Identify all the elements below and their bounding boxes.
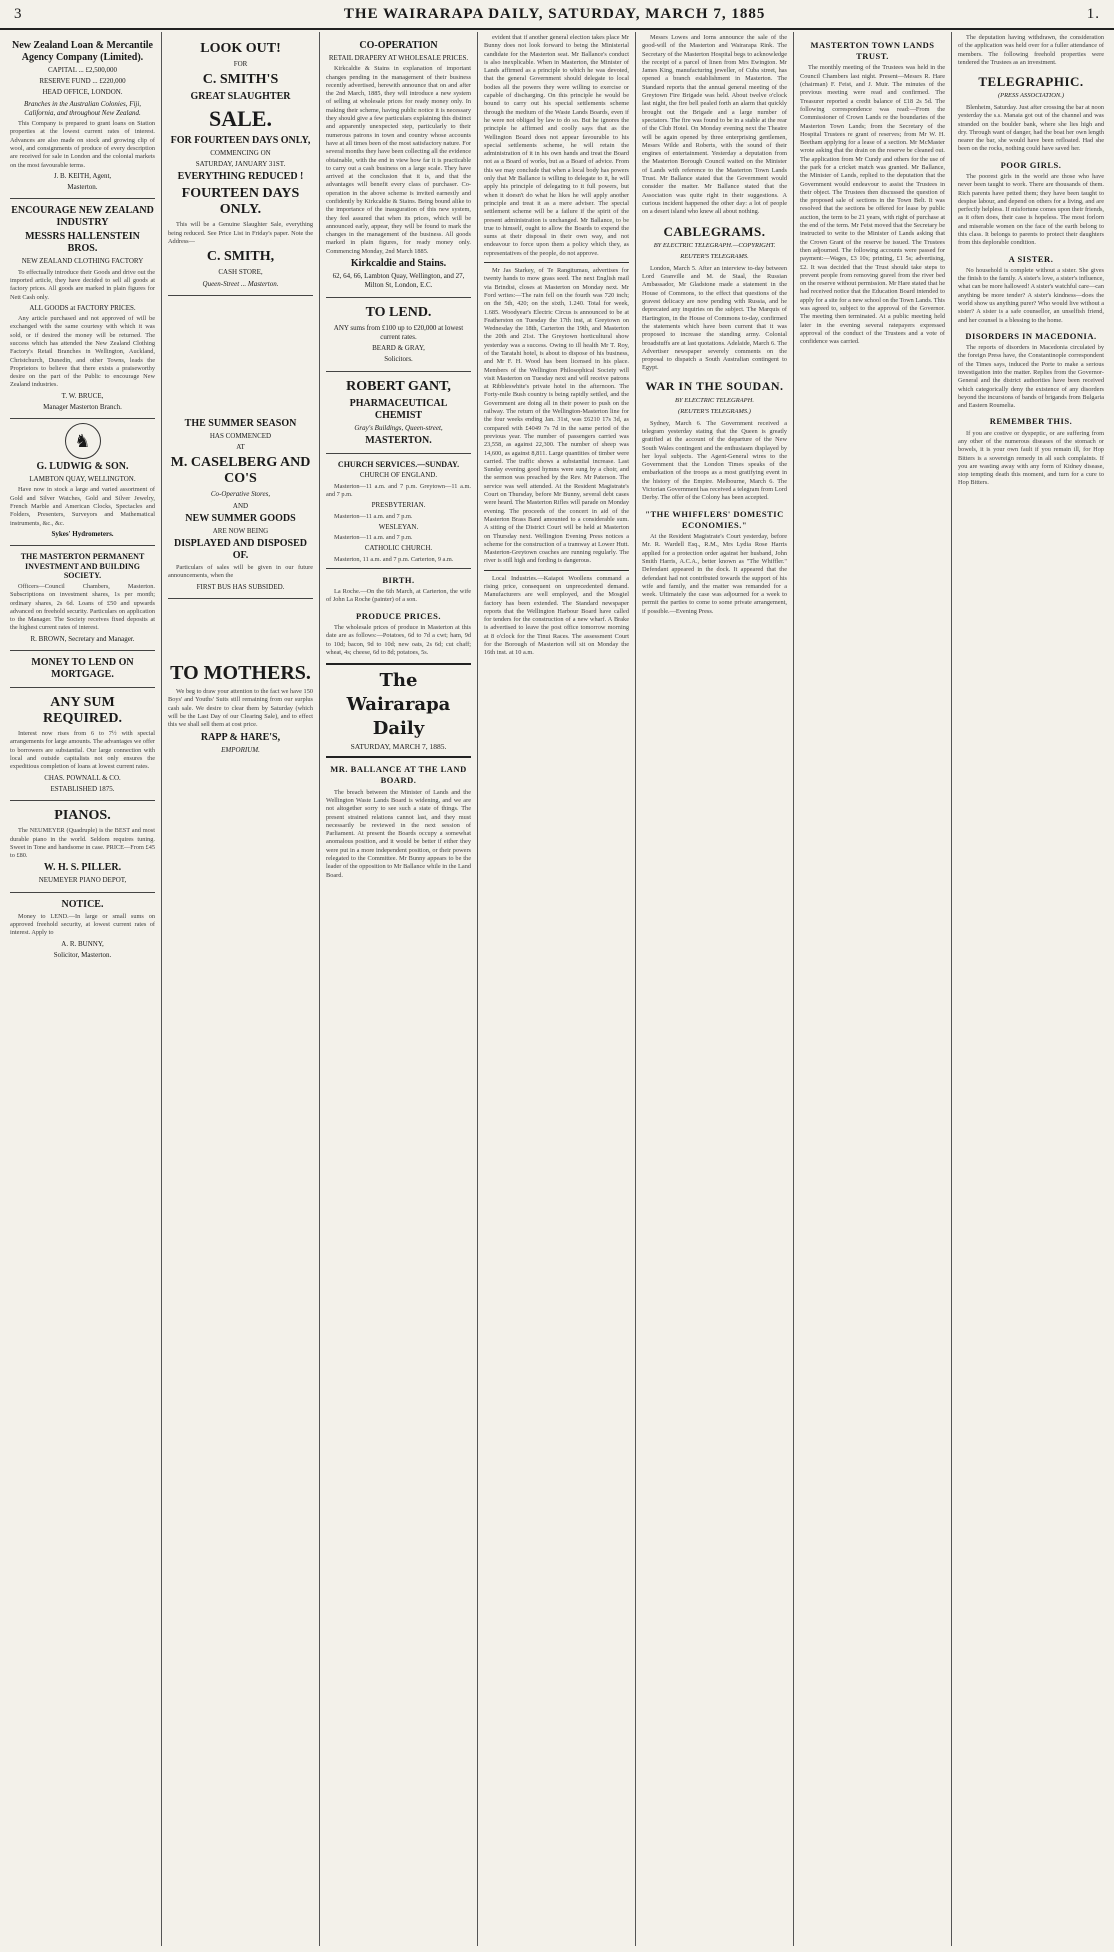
newspaper-title: THE WAIRARAPA DAILY, SATURDAY, MARCH 7, 1885	[343, 5, 766, 22]
has-line: HAS COMMENCED	[209, 431, 272, 440]
to-lend-ad	[326, 298, 471, 372]
column-3	[320, 32, 478, 1946]
macedonia-heading: DISORDERS IN MACEDONIA.	[965, 330, 1097, 341]
solicitor-name: A. R. BUNNY,	[61, 939, 104, 948]
whifflers-body: At the Resident Magistrate's Court yesterday, before Mr. R. Wardell Esq., R.M., Mrs Lydia Rose Harris applied for a protection order against her husband, John Smith Harris, A.C.A., better known as "The Whiffler." Defendant appeared in the dock. It appeared that the defendant had not contributed towards the support of his wife and family, and the matter was remanded for a week. Ultimately the case was adjourned for a week to permit the parties to come to some private arrangement, if possible.—Evening Press.	[642, 533, 787, 615]
poor-girls-body: The poorest girls in the world are those who have never been taught to work. There are thousands of them. Rich parents have petted them; they have been taught to despise labour, and depend on others for a living, and are perfectly helpless. If misfortune comes upon their friends, as it often does, their case is hopeless. The most forlorn and miserable women on the face of the earth belong to this class. It belongs to parents to protect their daughters from this deplorable condition.	[958, 172, 1105, 247]
ad-title: NOTICE.	[61, 898, 104, 910]
page-number: 3	[14, 5, 23, 22]
column-1	[4, 32, 162, 1946]
church-england: CHURCH OF ENGLAND.	[359, 471, 438, 480]
firm-name: G. LUDWIG & SON.	[36, 461, 129, 473]
ad-body: Money to LEND.—In large or small sums on approved freehold security, at lowest current rates of interest. Apply to	[10, 912, 155, 937]
soudan-heading: WAR IN THE SOUDAN.	[645, 378, 784, 393]
smith-sale-ad	[168, 34, 313, 296]
bus-line: FIRST BUS HAS SUBSIDED.	[196, 582, 285, 591]
office-line: HEAD OFFICE, LONDON.	[42, 88, 123, 97]
ad-body: We beg to draw your attention to the fact we have 150 Boys' and Youths' Suits still remaining from our surplus cash sale. We desire to clear them by Saturday (which will be the Last Day of our Clearing Sale), and to effect this we shall sell them at cost price.	[168, 688, 313, 729]
sister-body: No household is complete without a sister. She gives the finish to the family. A sister's love, a sister's influence, what can be more hallowed! A sister's watchful care—can anything be more tender? A sister's kindness—does the world show us anything purer? Who would live without a sister? A sister is a safe counsellor, an unselfish friend, and her counsel is a blessing to the home.	[958, 266, 1104, 324]
telegraphic-heading: TELEGRAPHIC.	[978, 74, 1084, 90]
column-4	[478, 32, 636, 1946]
reduced-line: EVERYTHING REDUCED !	[177, 171, 304, 183]
depot-line: NEUMEYER PIANO DEPOT,	[38, 876, 127, 885]
tagline: Sykes' Hydrometers.	[51, 529, 114, 538]
editorial-body: evident that if another general election takes place Mr Bunny does not look forward to being the Ministerial candidate for the Masterton seat. Mr Ballance's conduct is also inexplicable. When in Masterton, the Minister of Lands affirmed as a principle to which he was devoted, that the general Government should delegate to local bodies all the powers they were willing to exercise or capable of discharging. On this principle he would be bound to carry out his special settlements scheme through the medium of the Waste Lands Boards, even if he were not obliged by law to do so. But he ignores the principle he affirmed and coolly says that as the Wellington Board does not appear favourable to his special settlements scheme, he will retain the administration of it in his own hands and treat the Board not as a Board of works, but as a Board of advice. From this we may conclude that when a local body has powers only that Mr Ballance is willing to delegate to it, he will apply his principle of delegating to it full powers, but when it doesn't do what he likes he will apply another principle and treat it as a mere adviser. The special settlement scheme will be a failure if the spirit of the present administration is unchanged. Mr Ballance, to be true to himself, ought to allow the Boards to expend the sums at their disposal in their own way, and not endeavour to force upon them a policy which they, as representatives of the people, do not approve.	[484, 34, 629, 257]
ad-title: PIANOS.	[54, 808, 111, 824]
birth-notice: La Roche.—On the 6th March, at Carterton, the wife of John La Roche (painter) of a son.	[326, 588, 471, 604]
masthead	[0, 0, 1114, 30]
whifflers-heading: "THE WHIFFLERS' DOMESTIC ECONOMIES."	[645, 508, 784, 530]
firm-address: 62, 64, 66, Lambton Quay, Wellington, and 27, Milton St, London, E.C.	[332, 272, 465, 290]
firm-name: CHAS. POWNALL & CO.	[44, 773, 121, 782]
stores-line: Co-Operative Stores,	[210, 490, 271, 499]
caselberg-ad	[168, 296, 313, 599]
established-line: ESTABLISHED 1875.	[50, 784, 115, 793]
remember-heading: REMEMBER THIS.	[989, 416, 1073, 427]
at-line: AT	[236, 443, 245, 452]
reserve-line: RESERVE FUND ... £220,000	[39, 77, 126, 86]
goods-line: ALL GOODS at FACTORY PRICES.	[29, 303, 136, 312]
section-rule	[484, 262, 629, 263]
cablegrams-body: London, March 5. After an interview to-day between Lord Granville and M. de Staal, the Russian Ambassador, Mr Gladstone made a statement in the House of Commons, to the effect that questions of the gravest delicacy are now pending with Russia, and he deprecated any inquiries on the subject. The Marquis of Hartington, in the House of Commons to-day, confirmed the statements which have been current that it was proposed to increase the standing army. Colonial broadstuffs are at last quotations. Adelaide, March 6. The Advertiser newspaper severely comments on the proposal to dispatch a South Australian contingent to Egypt.	[642, 264, 787, 372]
place-line: MASTERTON.	[365, 434, 432, 446]
produce-heading: PRODUCE PRICES.	[356, 610, 441, 621]
merchant-name: C. SMITH'S	[202, 72, 279, 88]
gant-ad	[326, 372, 471, 454]
ad-title: THE SUMMER SEASON	[184, 417, 297, 429]
page-marker: 1.	[1086, 5, 1100, 22]
stag-crest-icon: ♞	[65, 423, 101, 459]
ad-body-2: Any article purchased and not approved of will be exchanged with the same courtesy with which it was sold, or if desired the money will be returned. The success which has attended the New Zealand Clothing Factory's Retail Branches in Wellington, Auckland, Christchurch, Dunedin, and other Towns, leads the Proprietors to believe that there exists a praiseworthy desire on the part of the Public to encourage New Zealand industries.	[10, 315, 155, 389]
ad-body: This will be a Genuine Slaughter Sale, everything being reduced. See Price List in Friday's paper. Note the Address—	[168, 221, 313, 245]
ad-title: New Zealand Loan & Mercantile Agency Company (Limited).	[12, 40, 153, 63]
cablegrams-agency: REUTER'S TELEGRAMS.	[680, 253, 749, 261]
store-line: CASH STORE,	[218, 268, 263, 277]
any-sum-ad	[10, 688, 155, 801]
church-ad	[326, 454, 471, 569]
manager-name: T. W. BRUCE,	[61, 391, 104, 400]
ad-title: LOOK OUT!	[200, 41, 281, 56]
firm-name: BEARD & GRAY,	[372, 344, 425, 353]
firm-name: RAPP & HARE'S,	[200, 731, 281, 743]
address-line: Gray's Buildings, Queen-street,	[354, 423, 443, 432]
remember-body: If you are costive or dyspeptic, or are suffering from any other of the numerous diseases of the stomach or bowels, it is your own fault if you remain ill, for Hop Bitters is a sovereign remedy in all such complaints. If you are wasting away with any form of Kidney disease, stop tempting death this moment, and turn for a cure to Hop Bitters.	[958, 429, 1104, 487]
service-times: Masterton—11 a.m. and 7 p.m. Greytown—11 a.m. and 7 p.m.	[326, 482, 471, 499]
cablegrams-subheading: BY ELECTRIC TELEGRAPH.—COPYRIGHT.	[653, 241, 776, 249]
service-times-3: Masterton—11 a.m. and 7 p.m.	[334, 534, 413, 542]
column-7-body: The deputation having withdrawn, the consideration of the application was held over for a fuller attendance of members. The following freehold properties were tendered the Trustees as an investment.	[958, 34, 1104, 66]
piano-ad	[10, 801, 155, 893]
ad-body: To effectually introduce their Goods and drive out the imported article, they have decided to sell all goods at factory prices. All goods are marked in plain figures for Nett Cash only.	[10, 268, 155, 301]
agent-name: J. B. KEITH, Agent,	[53, 171, 112, 180]
ad-subtitle: PHARMACEUTICAL CHEMIST	[349, 397, 448, 421]
ludwig-ad	[10, 419, 155, 546]
commencing-line: COMMENCING ON	[210, 148, 271, 157]
ad-body: The NEUMEYER (Quadruple) is the BEST and most durable piano in the world. Seldom requires tuning. Sweet in Tone and handsome in case. PRICE—From £45 to £80.	[10, 827, 155, 860]
street-line: Queen-Street ... Masterton.	[202, 279, 279, 288]
firm-place: LAMBTON QUAY, WELLINGTON.	[29, 475, 136, 484]
telegraphic-body: Blenheim, Saturday. Just after crossing the bar at noon yesterday the s.s. Manaia got out of the channel and was stranded on the boulder bank, where she lies high and dry. Through want of danger, had the boat her own length nearer the bar, she would have been refloated. Had she been on the rocks, nothing could have saved her.	[958, 103, 1104, 153]
money-ad	[10, 651, 155, 688]
local-news-2: Local Industries.—Kaiapoi Woollens command a rising price, consequent on unprecedented demand. Manufacturers are well employed, and the Mosgiel factory has been extended. The Standard newspaper reports that the Wellington Harbour Board have called for tenders for the construction of a new wharf. A Brake is advertised to leave the post office tomorrow morning at 8 o'clock for the Tinui Races. The assessment Court for the Borough of Masterton will sit on Monday the 16th inst. at 10 a.m.	[484, 574, 629, 657]
firm-role: Solicitors.	[384, 355, 413, 364]
ad-body: Interest now rises from 6 to 7½ with special arrangements for large amounts. The advantages we offer to borrowers are substantial. Our large connection with local and outside capitalists not only ensures the expeditious completion of loans at lowest current rates.	[10, 730, 155, 771]
birth-heading: BIRTH.	[382, 574, 415, 585]
ad-title: TO MOTHERS.	[170, 662, 311, 685]
shop-name: M. CASELBERG AND CO'S	[170, 455, 311, 487]
soudan-subheading: BY ELECTRIC TELEGRAPH.	[675, 396, 754, 404]
for-line: FOR	[233, 60, 248, 69]
poor-girls-heading: POOR GIRLS.	[1000, 159, 1062, 170]
newspaper-page	[4, 32, 1110, 1946]
manager-role: Manager Masterton Branch.	[43, 402, 122, 411]
cooperation-ad	[326, 34, 471, 298]
ad-body: ANY sums from £100 up to £20,000 at lowest current rates.	[333, 323, 464, 341]
solicitor-role: Solicitor, Masterton.	[53, 950, 112, 959]
telegraphic-subheading: (PRESS ASSOCIATION.)	[997, 92, 1065, 100]
firm-name: Kirkcaldie and Stains.	[350, 258, 447, 270]
church-presbyterian: PRESBYTERIAN.	[371, 501, 426, 510]
church-catholic: CATHOLIC CHURCH.	[364, 544, 433, 553]
soudan-body: Sydney, March 6. The Government received a telegram yesterday stating that the Queen is greatly gratified at the account of the departure of the New South Wales contingent and the enthusiasm displayed by her loyal subjects. The Agent-General wires to the Government that the London Times speaks of the embarkation of the troops as a most gratifying event in the history of the Empire. Melbourne, March 6. The Victorian Government has received a telegram from Lord Derby. The offer of the Colony has been accepted.	[642, 419, 787, 502]
and-line: AND	[232, 501, 249, 510]
displayed-line: DISPLAYED AND DISPOSED OF.	[174, 538, 307, 562]
local-news: Mr Jas Starkey, of Te Rangitumau, advertises for twenty hands to mow grass seed. The next English mail via Brindisi, closes at Masterton on Monday next. Mr Ford writes:—The rain fell on the fourth was 720 inch; on the 5th, 420; on the sixth, 1.240. Total for week, 1.685. Woodyear's Electric Circus is announced to be at Featherston on Tuesday the 17th inst, at Greytown on Wednesday the 18th, Carterton the 19th, and Masterton the 20th and 21st. The Greytown horticultural show yesterday was a success. Owing to ill health Mr T. Roy, of the Taratahi hotel, is about to dispose of his business, and Mr F. H. Wood has been licensed in his place. Members of the Wellington Philosophical Society will visit Masterton on Tuesday next and will receive patrons at Ribbleswhite's private hotel in the afternoon. The Forty-mile Bush country is being rapidly settled, and the Government are doing all in their power to push on the railway. The return of the Wellington-Masterton line for the four weeks ending Jan. 31st, was £6210 17s 3d, as compared with £4049 7s 7d in the same period of the previous year. The number of passengers carried was 23,558, as against 22,300. The number of sheep was 14,600, as against 8,811. Large quantities of timber were carried. The traffic shows a substantial increase. Last Sunday evening good hymns were sung by a choir, and the sermon was preached by the Rev. Mr Paterson. The service was well attended. At the Resident Magistrate's Court on Thursday, before Mr Bunny, several debt cases were heard. The Masterton Rifles will parade on Monday evening. The proceeds of the concert in aid of the Masterton Brass Band amounted to a considerable sum. A sitting of the District Court will be held at Masterton on Thursday next. Wellington Evening Press notices a scheme for the construction of a tramway at Lower Hutt. Masterton-Greytown coaches are running regularly. The river is still high and fording is dangerous.	[484, 267, 629, 565]
ad-body: This Company is prepared to grant loans on Station properties at the lowest current rates of interest. Advances are also made on stock and growing clip of wool, and consignments of produce of every description are received for sale in London and the colonial markets on the most favourable terms.	[10, 120, 155, 169]
ad-title: TO LEND.	[365, 304, 432, 320]
ad-title: MONEY TO LEND ON MORTGAGE.	[31, 656, 134, 680]
ad-title: ANY SUM REQUIRED.	[43, 694, 122, 727]
great-slaughter: GREAT SLAUGHTER	[190, 91, 291, 103]
ad-body: Particulars of sales will be given in our future announcements, when the	[168, 564, 313, 580]
branches-line: Branches in the Australian Colonies, Fiji, California, and throughout New Zealand.	[23, 99, 142, 117]
secretary-line: R. BROWN, Secretary and Manager.	[30, 634, 135, 643]
article-heading: MR. BALLANCE AT THE LAND BOARD.	[330, 764, 467, 786]
notice-ad	[10, 893, 155, 966]
ad-title: CO-OPERATION	[359, 40, 438, 51]
paper-date: SATURDAY, MARCH 7, 1885.	[350, 742, 447, 752]
nz-loan-ad	[10, 34, 155, 199]
building-society-ad	[10, 546, 155, 651]
mothers-ad	[168, 599, 313, 761]
trust-heading: MASTERTON TOWN LANDS TRUST.	[810, 40, 935, 62]
date-line: SATURDAY, JANUARY 31ST.	[195, 159, 286, 168]
article-body: The breach between the Minister of Lands and the Wellington Waste Lands Board is widening, and we are not altogether sorry to see such a state of things. The present strained relations cannot last, and they must necessarily be reviewed in the next session of Parliament. At present the Boards occupy a somewhat anomalous position, and it would be better if either they were put in a more independent position, or their powers relegated to the Committee. Mr Bunny appears to be the leader of the opposition to Mr Ballance while in the Land Board.	[326, 788, 471, 879]
now-line: ARE NOW BEING	[212, 526, 269, 535]
column-2	[162, 32, 320, 1946]
sister-heading: A SISTER.	[1008, 253, 1054, 264]
sale-heading: SALE.	[209, 106, 272, 132]
capital-line: CAPITAL ... £2,500,000	[48, 66, 117, 74]
ad-title: CHURCH SERVICES.—SUNDAY.	[337, 459, 460, 469]
paper-name: The Wairarapa Daily	[346, 670, 451, 739]
produce-body: The wholesale prices of produce in Masterton at this date are as follows:—Potatoes, 6d to 7d a cwt; ham, 9d to 10d; bacon, 9d to 10d; new oats, 2s 6d; cut chaff; wheat, 4s; cheese, 6d to 8d; potatoes, 5s.	[326, 623, 471, 656]
church-wesleyan: WESLEYAN.	[378, 522, 419, 531]
encourage-ad	[10, 199, 155, 419]
new-goods-line: NEW SUMMER GOODS	[185, 512, 296, 524]
column-7	[952, 32, 1110, 1946]
ad-title: THE MASTERTON PERMANENT INVESTMENT AND BUILDING SOCIETY.	[20, 552, 145, 581]
smith-address: C. SMITH,	[206, 249, 275, 265]
cablegrams-heading: CABLEGRAMS.	[663, 223, 766, 239]
agent-place: Masterton.	[67, 183, 98, 192]
service-times-4: Masterton, 11 a.m. and 7 p.m. Carterton, 9 a.m.	[334, 555, 454, 563]
firm-name: MESSRS HALLENSTEIN BROS.	[25, 231, 140, 255]
ad-subtitle: RETAIL DRAPERY AT WHOLESALE PRICES.	[328, 54, 469, 62]
service-times-2: Masterton—11 a.m. and 7 p.m.	[334, 512, 413, 520]
macedonia-body: The reports of disorders in Macedonia circulated by the foreign Press have, the Constantinople correspondent of the Times says, induced the Porte to make a serious investigation into the matter. Replies from the Governor-General and the district authorities have been received which categorically deny the existence of any disorders beyond the incursions of bands of brigands from Bulgaria and Eastern Roumelia.	[958, 344, 1104, 410]
place-line: EMPORIUM.	[221, 745, 260, 754]
news-body: Messrs Lowes and Iorns announce the sale of the good-will of the Masterton and Wairarapa Rink. The Secretary of the Masterton Hospital begs to acknowledge the receipt of a parcel of linen from Mrs Ewington. Mr James King, manufacturing jeweller, of Cuba street, has opened a branch establishment in Masterton. The Standard reports that the annual general meeting of the Greytown Fire Brigade was held. About twelve o'clock last night, the fire bell pealed forth an alarm that quickly brought out the Brigade and a large number of spectators. The fire was found to be in a stable at the rear of the Club Hotel. On Monday evening next the Theatre will be again opened by three enterprising gentlemen, Messrs Wilde and Roberts, with the sound of their engines of entertainment. Yesterday a deputation from the Masterton Borough Council waited on the Minister of Lands with reference to the Masterton Town Lands Trust. Mr Ballance stated that the Government would consider the matter. Mr Ballance stated that the Association was quite right in their suggestions. A curious incident happened the other day: a lot of people on a desert island who knew all about nothing.	[642, 34, 787, 216]
soudan-agency: (REUTER'S TELEGRAMS.)	[678, 408, 751, 416]
section-rule-2	[484, 570, 629, 571]
column-6	[794, 32, 952, 1946]
column-5	[636, 32, 794, 1946]
paper-masthead	[326, 663, 471, 758]
ad-title: ENCOURAGE NEW ZEALAND INDUSTRY	[11, 205, 154, 229]
trust-body: The monthly meeting of the Trustees was held in the Council Chambers last night. Present—Messrs R. Hare (chairman) F. Feist, and J. Muir. The minutes of the previous meeting were read and confirmed. The Treasurer reported a credit balance of £18 2s 5d. The following correspondence was read:—From the Commissioner of Crown Lands re the boundaries of the Masterton Town Lands; from the Secretary of the Hospital Trustees re grant of reserves; from Mr W. H. Beetham applying for a lease of a section. Mr McMaster wrote asking that the drain on the reserve be cleaned out. The application from Mr Cundy and others for the use of the park for a cricket match was granted. Mr Ballance, the Minister of Lands, replied to the deputation that the Government would endeavour to assist the Trustees in their object. The Trustees then discussed the question of the proposed sale of sections in the Town Belt. It was resolved that the sections be offered for lease by public auction, the term to be 21 years, with right of purchase at the end of the term. Mr Feist moved that the Secretary be instructed to write to the Minister of Lands asking that the Crown Grant of the reserve be issued. The Trustees then adjourned. The following accounts were passed for payment:—Wages, £3 10s; printing, £1 5s; advertising, £2. It was decided that the Trust should take steps to prevent people from removing gravel from the river bed on the reserve without permission. Mr Hare stated that he had received notice that the Education Board intended to apply for a site for a new school on the Town Lands. This was agreed to, subject to the approval of the Governor. The meeting then terminated. At a public meeting held later in the evening several ratepayers expressed approval of the conduct of the Trustees and a vote of confidence was carried.	[800, 64, 946, 346]
ad-title: ROBERT GANT,	[346, 378, 451, 394]
ad-body: Officers—Council Chambers, Masterton. Subscriptions on investment shares, 1s per month; ordinary shares, 2s 6d. Loans of £50 and upwards advanced on freehold security. Particulars on application to the Manager. The Society receives fixed deposits at the highest current rates of interest.	[10, 582, 155, 632]
piller-name: W. H. S. PILLER.	[43, 862, 122, 874]
days-line: FOR FOURTEEN DAYS ONLY,	[170, 134, 311, 146]
ad-body: Kirkcaldie & Stains in explanation of important changes pending in the management of their business recently advertised, herewith announce that on and after the 2nd March, 1885, they will introduce a new system of selling at wholesale prices for ready money only. In making their scheme, having public notice it is necessary they should give a few particulars explaining this distinct and apparently unexpected step, particularly to their numerous patrons in town and country whose accounts have at all times been of the most satisfactory nature. For several months they have been collecting all the evidence obtainable, with the end in view how far it is practicable to carry out a cash business on a large scale. They have arrived at the conclusion that it is, and that the advantages will benefit every class of purchaser. Co-operation in the above scheme is invited earnestly and confidently by Kirkcaldie & Stains. Being bound alike to the importance of the inauguration of this new system, they feel assured that when its prices, which will be announced early, appear, they will be found to mark the changes in the management of the business. All goods marked in plain figures, for ready money only. Commencing Monday, 2nd March 1885.	[326, 65, 471, 255]
ad-body: Have now in stock a large and varied assortment of Gold and Silver Watches, Gold and Silver Jewelry, French Marble and American Clocks, Spectacles and Folders, Presenters, Surveyors and Mathematical instruments, &c., &c.	[10, 486, 155, 527]
fourteen-line: FOURTEEN DAYS ONLY.	[181, 186, 300, 218]
factory-name: NEW ZEALAND CLOTHING FACTORY	[21, 257, 144, 266]
